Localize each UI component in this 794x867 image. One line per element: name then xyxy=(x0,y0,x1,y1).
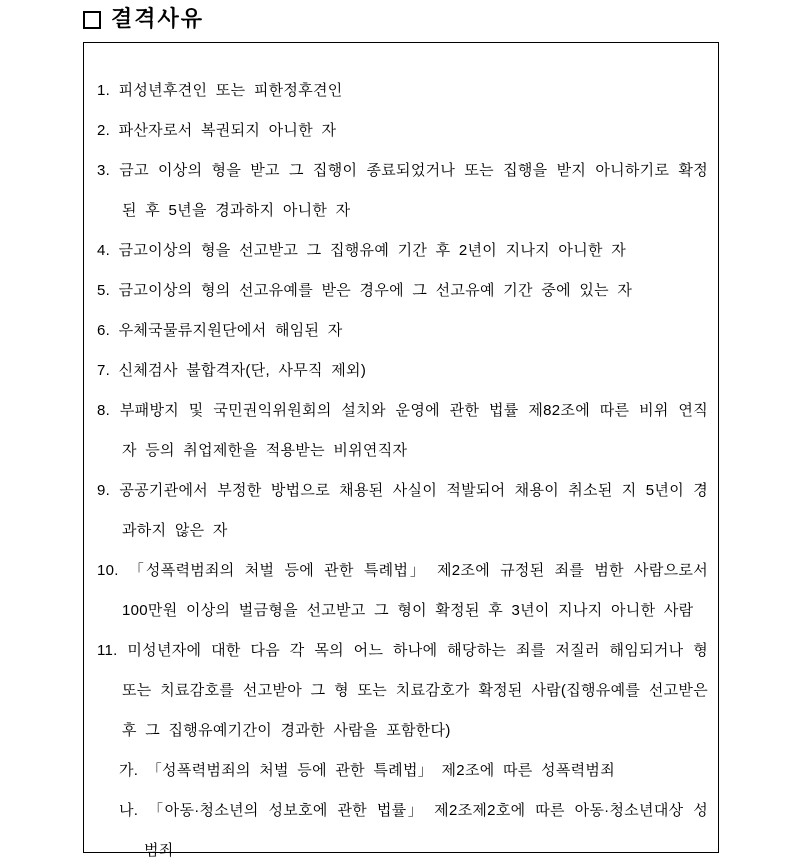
list-item xyxy=(97,151,708,231)
item-number: 1. xyxy=(97,82,111,99)
list-item xyxy=(97,791,708,867)
item-text: 미성년자에 대한 다음 각 목의 어느 하나에 해당하는 죄를 저질러 해임되거나 형 또는 치료감호를 선고받아 그 형 또는 치료감호가 확정된 사람(집행유예를 선고받은 후 그 집행유예기간이 경과한 사람을 포함한다) xyxy=(117,642,708,739)
item-number: 5. xyxy=(97,282,111,299)
page-title: 결격사유 xyxy=(111,6,205,31)
item-text: 피성년후견인 또는 피한정후견인 xyxy=(110,82,343,99)
list-item xyxy=(97,271,708,311)
disqualification-list xyxy=(84,43,718,867)
item-text: 금고이상의 형을 선고받고 그 집행유예 기간 후 2년이 지나지 아니한 자 xyxy=(110,242,627,259)
section-title-row xyxy=(83,5,204,33)
item-number: 7. xyxy=(97,362,111,379)
list-item xyxy=(97,351,708,391)
item-text: 금고 이상의 형을 받고 그 집행이 종료되었거나 또는 집행을 받지 아니하기로 확정된 후 5년을 경과하지 아니한 자 xyxy=(110,162,708,219)
list-item xyxy=(97,231,708,271)
item-number: 2. xyxy=(97,122,111,139)
list-item xyxy=(97,311,708,351)
item-number: 10. xyxy=(97,562,119,579)
item-text: 파산자로서 복권되지 아니한 자 xyxy=(110,122,337,139)
item-text: 부패방지 및 국민권익위원회의 설치와 운영에 관한 법률 제82조에 따른 비위 연직자 등의 취업제한을 적용받는 비위연직자 xyxy=(110,402,708,459)
item-number: 11. xyxy=(97,642,118,659)
square-bullet-icon xyxy=(83,11,101,29)
item-text: 「성폭력범죄의 처벌 등에 관한 특례법」 제2조에 따른 성폭력범죄 xyxy=(138,762,615,779)
item-number: 8. xyxy=(97,402,111,419)
list-item xyxy=(97,111,708,151)
list-item xyxy=(97,471,708,551)
item-text: 신체검사 불합격자(단, 사무직 제외) xyxy=(110,362,367,379)
disqualification-box xyxy=(83,42,719,859)
item-number: 3. xyxy=(97,162,111,179)
list-item xyxy=(97,751,708,791)
item-number: 나. xyxy=(119,802,139,819)
list-item xyxy=(97,391,708,471)
item-text: 공공기관에서 부정한 방법으로 채용된 사실이 적발되어 채용이 취소된 지 5년이 경과하지 않은 자 xyxy=(110,482,708,539)
item-number: 4. xyxy=(97,242,111,259)
item-text: 금고이상의 형의 선고유예를 받은 경우에 그 선고유예 기간 중에 있는 자 xyxy=(110,282,633,299)
list-item xyxy=(97,551,708,631)
item-number: 6. xyxy=(97,322,111,339)
item-text: 「성폭력범죄의 처벌 등에 관한 특례법」 제2조에 규정된 죄를 범한 사람으로서 100만원 이상의 벌금형을 선고받고 그 형이 확정된 후 3년이 지나지 아니한 사람 xyxy=(118,562,708,619)
item-number: 9. xyxy=(97,482,111,499)
item-number: 가. xyxy=(119,762,139,779)
list-item xyxy=(97,71,708,111)
list-item xyxy=(97,631,708,751)
item-text: 우체국물류지원단에서 해임된 자 xyxy=(110,322,343,339)
item-text: 「아동·청소년의 성보호에 관한 법률」 제2조제2호에 따른 아동·청소년대상 성범죄 xyxy=(138,802,708,859)
